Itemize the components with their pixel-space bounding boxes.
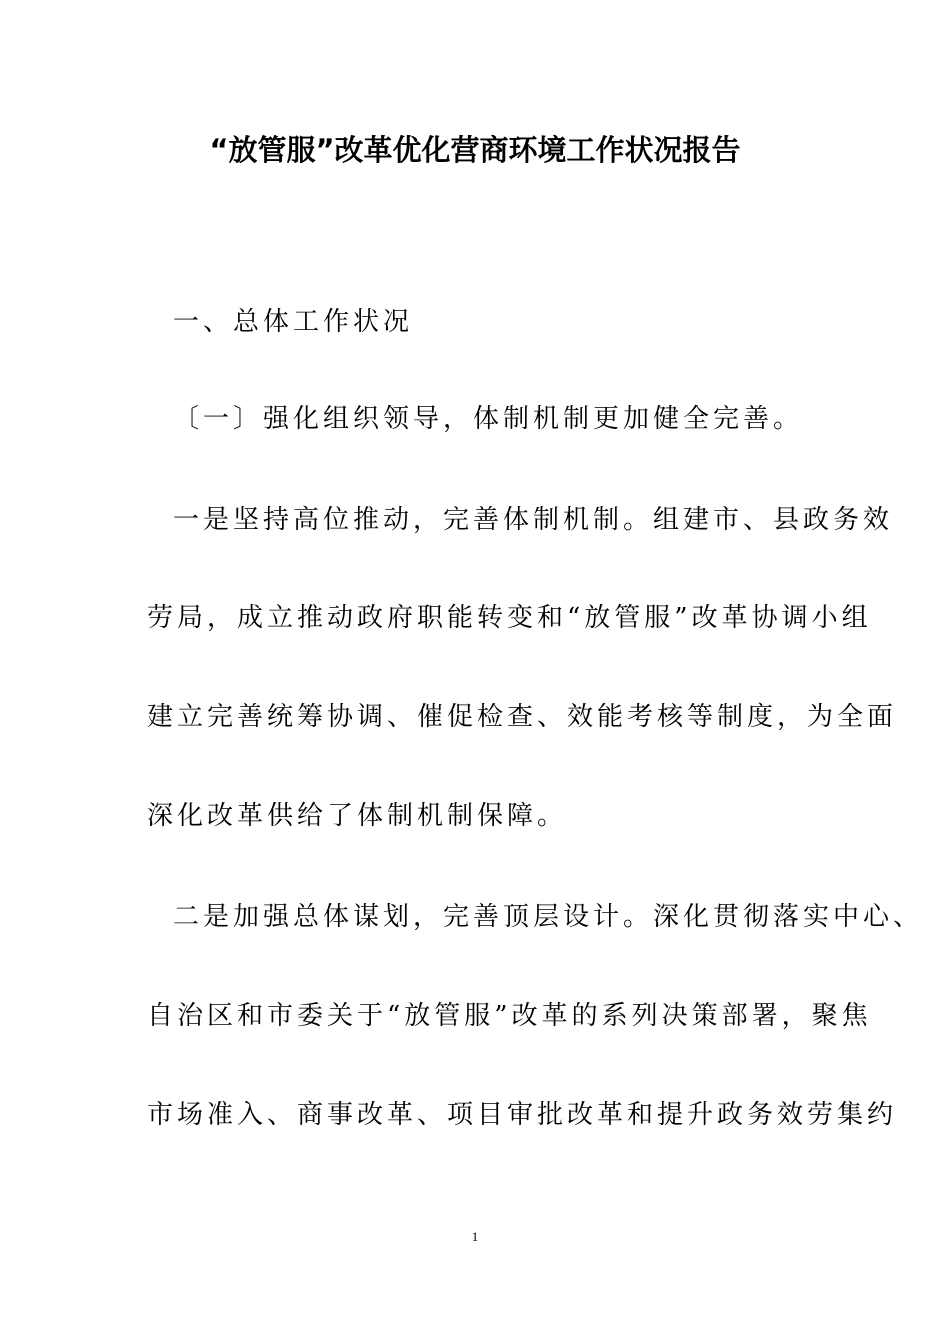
paragraph-line: 一是坚持高位推动，完善体制机制。组建市、县政务效 <box>173 505 894 535</box>
section-heading: 一、总体工作状况 <box>173 307 414 337</box>
paragraph-line: 自治区和市委关于“放管服”改革的系列决策部署，聚焦 <box>147 1001 872 1031</box>
paragraph-line: 建立完善统筹协调、催促检查、效能考核等制度，为全面 <box>147 702 898 732</box>
document-title: “放管服”改革优化营商环境工作状况报告 <box>209 133 741 167</box>
paragraph-line: 市场准入、商事改革、项目审批改革和提升政务效劳集约 <box>147 1100 898 1130</box>
paragraph-line: 二是加强总体谋划，完善顶层设计。深化贯彻落实中心、 <box>173 902 924 932</box>
page-number: 1 <box>471 1229 479 1244</box>
subsection-heading: 〔一〕强化组织领导，体制机制更加健全完善。 <box>173 404 804 434</box>
paragraph-line: 劳局，成立推动政府职能转变和“放管服”改革协调小组 <box>147 603 872 633</box>
paragraph-line: 深化改革供给了体制机制保障。 <box>147 801 568 831</box>
